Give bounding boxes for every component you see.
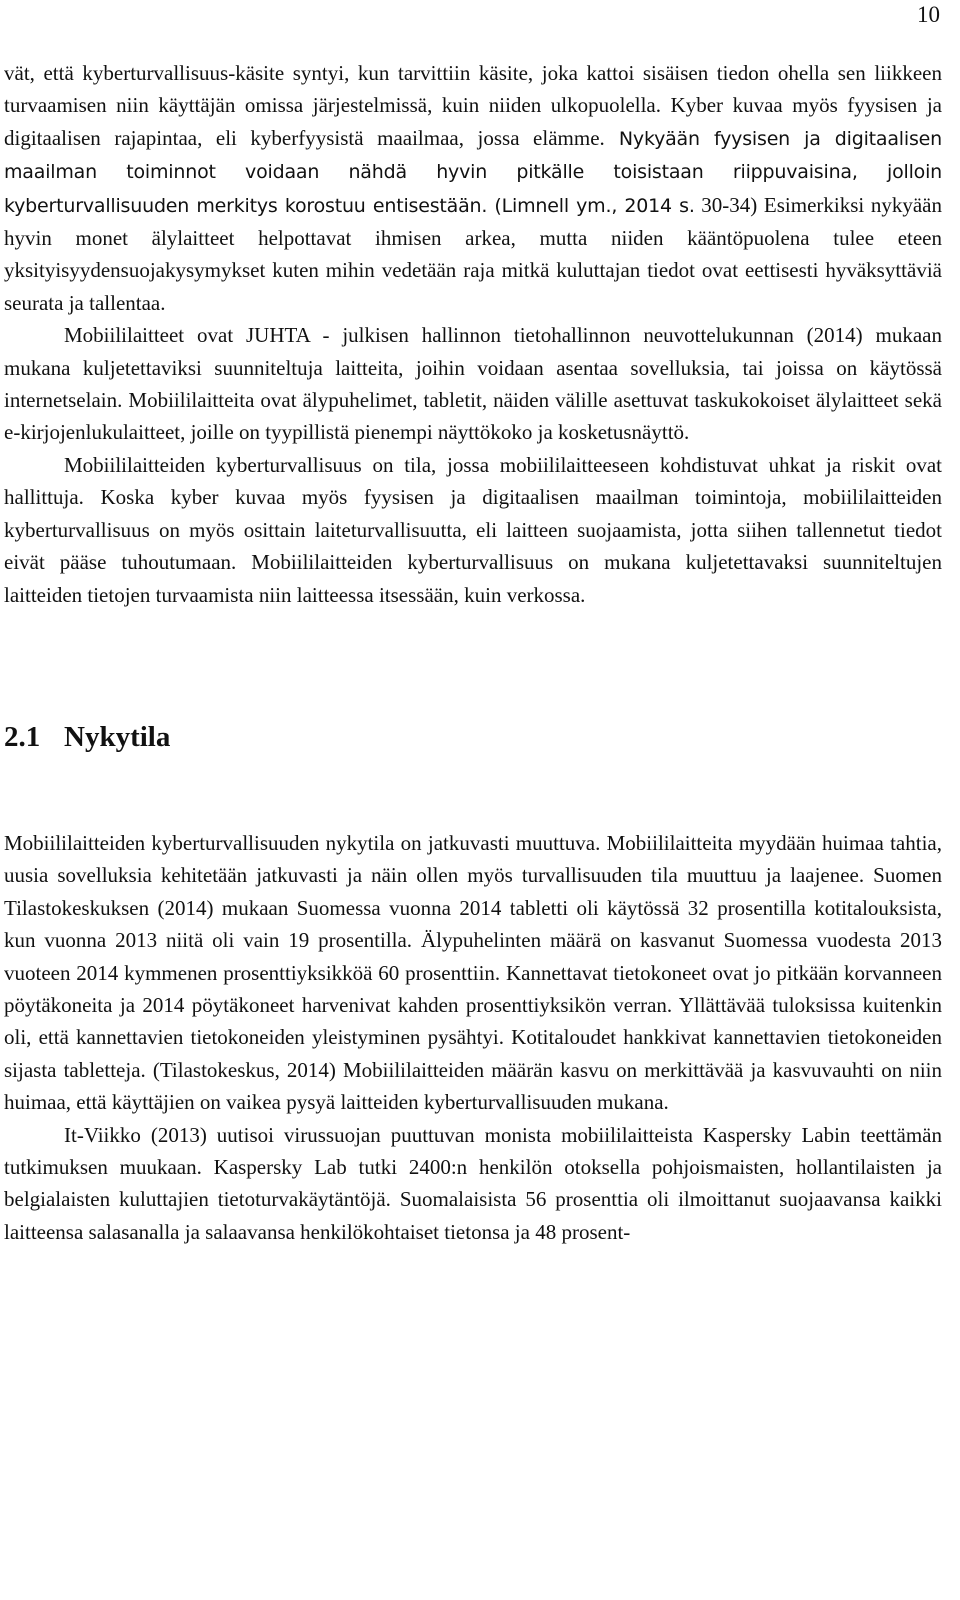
document-body xyxy=(4,57,942,1248)
paragraph-it-viikko: It-Viikko (2013) uutisoi virussuojan puuttuvan monista mobiililaitteista Kaspersky Labin teettämän tutkimuksen muukaan. Kaspersky Lab tutki 2400:n henkilön otoksella pohjoismaisten, hollantilaisten ja belgialaisten kuluttajien tietoturvakäytäntöjä. Suomalaisista 56 prosenttia oli ilmoittanut suojaavansa kaikki laitteensa salasanalla ja salaavansa henkilökohtaiset tietonsa ja 48 prosent- xyxy=(4,1122,942,1244)
section-heading xyxy=(4,717,942,757)
intro-paragraph xyxy=(4,57,942,319)
page-number: 10 xyxy=(917,2,940,27)
intro-serif-text-1: vät, että kyberturvallisuus-käsite syntyi, kun tarvittiin käsite, joka kattoi sisäisen tiedon ohella sen liikkeen turvaamisen niin käyttäjän omissa järjestelmissä, kuin niiden ulkopuolella. Kyber kuvaa myös fyysisen ja digitaalisen rajapintaa, eli kyberfyysistä maailmaa, jossa elämme. xyxy=(4,61,942,150)
paragraph-mobile-devices-definition: Mobiililaitteet ovat JUHTA - julkisen hallinnon tietohallinnon neuvottelukunnan (2014) mukaan mukana kuljetettaviksi suunniteltuja laitteita, joihin voidaan asentaa sovelluksia, tai joissa on käytössä internetselain. Mobiililaitteita ovat älypuhelimet, tabletit, näiden välille asettuvat taskukokoiset älylaitteet sekä e-kirjojenlukulaitteet, joille on tyypillistä pienempi näyttökoko ja kosketusnäyttö. xyxy=(4,323,942,445)
paragraph-mobile-cybersecurity: Mobiililaitteiden kyberturvallisuus on tila, jossa mobiililaitteeseen kohdistuvat uhkat ja riskit ovat hallittuja. Koska kyber kuvaa myös fyysisen ja digitaalisen maailman toimintoja, mobiililaitteiden kyberturvallisuus on myös osittain laiteturvallisuutta, eli laitteen suojaamista, jotta siihen tallennetut tiedot eivät pääse tuhoutumaan. Mobiililaitteiden kyberturvallisuus on mukana kuljetettavaksi suunniteltujen laitteiden tietojen turvaamista niin laitteessa itsessään, kuin verkossa. xyxy=(4,452,942,607)
section-title: Nykytila xyxy=(64,720,171,753)
intro-sans-text: Nykyään fyysisen ja digitaalisen maailman toiminnot voidaan nähdä hyvin pitkälle toisistaan riippuvaisina, jolloin kyberturvallisuuden merkitys korostuu entisestään. (Limnell ym., 2014 s. xyxy=(4,127,942,217)
intro-serif-text-2: 30-34) Esimerkiksi nykyään hyvin monet älylaitteet helpottavat ihmisen arkea, mutta niiden kääntöpuolena tulee eteen yksityisyydensuojakysymykset kuten mihin vedetään raja mitkä kuluttajan tiedot ovat eettisesti hyväksyttäviä seurata ja tallentaa. xyxy=(4,192,942,315)
section-number: 2.1 xyxy=(4,720,41,753)
paragraph-current-state: Mobiililaitteiden kyberturvallisuuden nykytila on jatkuvasti muuttuva. Mobiililaitteita myydään huimaa tahtia, uusia sovelluksia kehitetään jatkuvasti ja näin ollen myös turvallisuuden tila muuttuu ja laajenee. Suomen Tilastokeskuksen (2014) mukaan Suomessa vuonna 2014 tabletti oli käytössä 32 prosentilla kotitalouksista, kun vuonna 2013 niitä oli vain 19 prosentilla. Älypuhelinten määrä on kasvanut Suomessa vuodesta 2013 vuoteen 2014 kymmenen prosenttiyksikköä 60 prosenttiin. Kannettavat tietokoneet ovat jo pitkään korvanneen pöytäkoneita ja 2014 pöytäkoneet harvenivat kahden prosenttiyksikön verran. Yllättävää tuloksissa kuitenkin oli, että kannettavien tietokoneiden yleistyminen pysähtyi. Kotitaloudet hankkivat kannettavien tietokoneiden sijasta tabletteja. (Tilastokeskus, 2014) Mobiililaitteiden määrän kasvu on merkittävää ja kasvuvauhti on niin huimaa, että käyttäjien on vaikea pysyä laitteiden kyberturvallisuuden mukana. xyxy=(4,830,942,1115)
